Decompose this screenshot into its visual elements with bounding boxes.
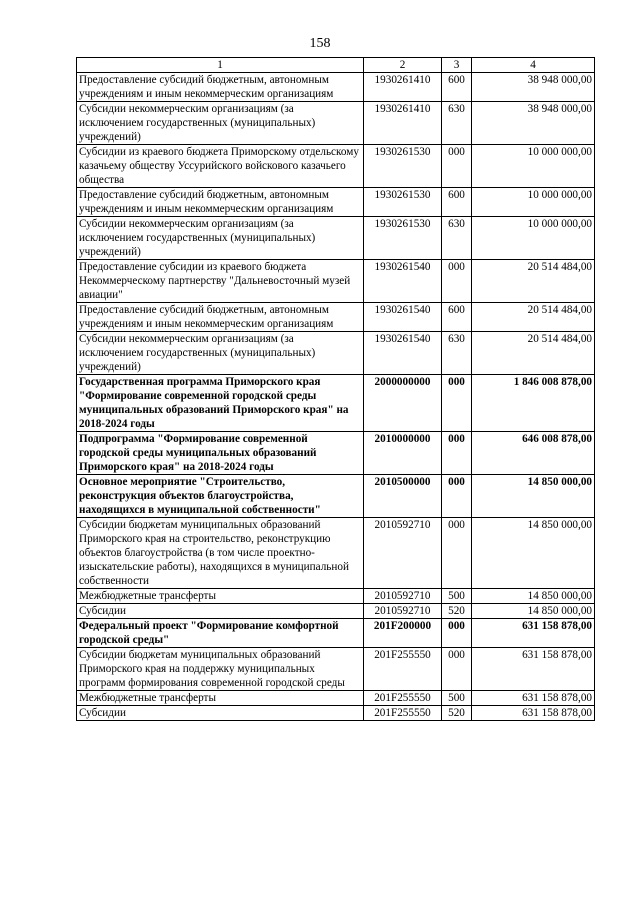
- row-type-cell: 000: [442, 145, 472, 188]
- table-body: [77, 73, 595, 721]
- row-code-cell: 2010592710: [364, 518, 442, 589]
- table-row: [77, 691, 595, 706]
- row-type-cell: 000: [442, 432, 472, 475]
- table-row: [77, 589, 595, 604]
- row-amount-cell: 631 158 878,00: [472, 619, 595, 648]
- row-type-cell: 000: [442, 619, 472, 648]
- row-type-cell: 630: [442, 102, 472, 145]
- table-row: [77, 303, 595, 332]
- table-row: [77, 145, 595, 188]
- row-amount-cell: 631 158 878,00: [472, 691, 595, 706]
- row-code-cell: 1930261410: [364, 73, 442, 102]
- row-name-cell: Межбюджетные трансферты: [77, 589, 364, 604]
- row-type-cell: 500: [442, 589, 472, 604]
- row-amount-cell: 1 846 008 878,00: [472, 375, 595, 432]
- row-type-cell: 000: [442, 375, 472, 432]
- table-row: [77, 619, 595, 648]
- row-name-cell: Субсидии из краевого бюджета Приморскому отдельскому казачьему обществу Уссурийского войскового казачьего общества: [77, 145, 364, 188]
- row-amount-cell: 38 948 000,00: [472, 102, 595, 145]
- row-amount-cell: 631 158 878,00: [472, 648, 595, 691]
- row-name-cell: Субсидии: [77, 706, 364, 721]
- row-code-cell: 1930261410: [364, 102, 442, 145]
- row-code-cell: 1930261540: [364, 332, 442, 375]
- row-code-cell: 1930261540: [364, 303, 442, 332]
- row-amount-cell: 14 850 000,00: [472, 518, 595, 589]
- table-row: [77, 188, 595, 217]
- row-code-cell: 1930261530: [364, 145, 442, 188]
- budget-table: [76, 57, 595, 721]
- row-type-cell: 000: [442, 260, 472, 303]
- row-name-cell: Федеральный проект "Формирование комфортной городской среды": [77, 619, 364, 648]
- row-type-cell: 600: [442, 73, 472, 102]
- row-name-cell: Подпрограмма "Формирование современной городской среды муниципальных образований Приморского края" на 2018-2024 годы: [77, 432, 364, 475]
- row-amount-cell: 20 514 484,00: [472, 303, 595, 332]
- row-code-cell: 2000000000: [364, 375, 442, 432]
- row-amount-cell: 14 850 000,00: [472, 604, 595, 619]
- row-amount-cell: 10 000 000,00: [472, 145, 595, 188]
- row-code-cell: 2010500000: [364, 475, 442, 518]
- row-type-cell: 500: [442, 691, 472, 706]
- row-type-cell: 600: [442, 303, 472, 332]
- column-header-name: 1: [77, 58, 364, 73]
- table-row: [77, 102, 595, 145]
- row-code-cell: 201F255550: [364, 706, 442, 721]
- row-code-cell: 201F255550: [364, 691, 442, 706]
- row-amount-cell: 10 000 000,00: [472, 188, 595, 217]
- row-code-cell: 201F255550: [364, 648, 442, 691]
- table-row: [77, 73, 595, 102]
- row-type-cell: 630: [442, 217, 472, 260]
- row-name-cell: Основное мероприятие "Строительство, реконструкция объектов благоустройства, находящихся в муниципальной собственности": [77, 475, 364, 518]
- row-type-cell: 000: [442, 648, 472, 691]
- row-name-cell: Предоставление субсидий бюджетным, автономным учреждениям и иным некоммерческим организациям: [77, 188, 364, 217]
- row-name-cell: Субсидии некоммерческим организациям (за исключением государственных (муниципальных) учреждений): [77, 332, 364, 375]
- row-type-cell: 600: [442, 188, 472, 217]
- row-amount-cell: 14 850 000,00: [472, 589, 595, 604]
- row-name-cell: Государственная программа Приморского края "Формирование современной городской среды муниципальных образований Приморского края" на 2018-2024 годы: [77, 375, 364, 432]
- row-amount-cell: 20 514 484,00: [472, 332, 595, 375]
- row-name-cell: Межбюджетные трансферты: [77, 691, 364, 706]
- row-name-cell: Субсидии бюджетам муниципальных образований Приморского края на поддержку муниципальных программ формирования современной городской среды: [77, 648, 364, 691]
- row-amount-cell: 646 008 878,00: [472, 432, 595, 475]
- table-row: [77, 375, 595, 432]
- row-code-cell: 1930261530: [364, 217, 442, 260]
- column-header-amount: 4: [472, 58, 595, 73]
- table-row: [77, 475, 595, 518]
- row-type-cell: 520: [442, 604, 472, 619]
- table-row: [77, 604, 595, 619]
- row-amount-cell: 14 850 000,00: [472, 475, 595, 518]
- row-name-cell: Субсидии бюджетам муниципальных образований Приморского края на строительство, реконструкцию объектов благоустройства (в том числе проектно-изыскательские работы), находящихся в муниципальной собственности: [77, 518, 364, 589]
- row-amount-cell: 20 514 484,00: [472, 260, 595, 303]
- row-amount-cell: 10 000 000,00: [472, 217, 595, 260]
- row-type-cell: 000: [442, 518, 472, 589]
- row-amount-cell: 631 158 878,00: [472, 706, 595, 721]
- header-row: [77, 58, 595, 73]
- table-row: [77, 706, 595, 721]
- column-header-type: 3: [442, 58, 472, 73]
- column-header-code: 2: [364, 58, 442, 73]
- row-name-cell: Субсидии: [77, 604, 364, 619]
- row-code-cell: 2010592710: [364, 589, 442, 604]
- row-code-cell: 1930261530: [364, 188, 442, 217]
- row-name-cell: Субсидии некоммерческим организациям (за исключением государственных (муниципальных) учреждений): [77, 102, 364, 145]
- row-code-cell: 1930261540: [364, 260, 442, 303]
- row-type-cell: 520: [442, 706, 472, 721]
- table-row: [77, 518, 595, 589]
- row-name-cell: Предоставление субсидии из краевого бюджета Некоммерческому партнерству "Дальневосточный музей авиации": [77, 260, 364, 303]
- table-row: [77, 332, 595, 375]
- table-row: [77, 260, 595, 303]
- table-row: [77, 217, 595, 260]
- row-amount-cell: 38 948 000,00: [472, 73, 595, 102]
- row-code-cell: 201F200000: [364, 619, 442, 648]
- table-row: [77, 432, 595, 475]
- row-type-cell: 000: [442, 475, 472, 518]
- page-number: 158: [309, 36, 331, 51]
- row-code-cell: 2010000000: [364, 432, 442, 475]
- row-code-cell: 2010592710: [364, 604, 442, 619]
- row-name-cell: Субсидии некоммерческим организациям (за исключением государственных (муниципальных) учреждений): [77, 217, 364, 260]
- table-row: [77, 648, 595, 691]
- row-type-cell: 630: [442, 332, 472, 375]
- row-name-cell: Предоставление субсидий бюджетным, автономным учреждениям и иным некоммерческим организациям: [77, 303, 364, 332]
- row-name-cell: Предоставление субсидий бюджетным, автономным учреждениям и иным некоммерческим организациям: [77, 73, 364, 102]
